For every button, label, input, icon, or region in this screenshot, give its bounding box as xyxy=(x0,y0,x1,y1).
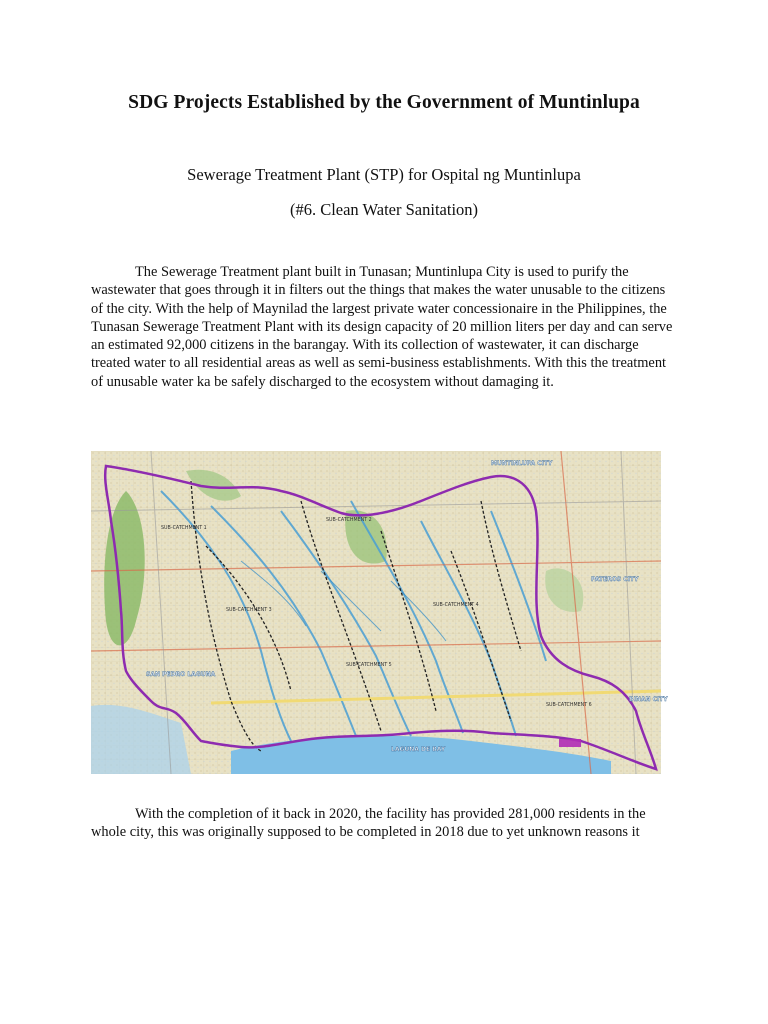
map-label-sub4: SUB-CATCHMENT 4 xyxy=(433,603,479,608)
map-label-city-right: PATEROS CITY xyxy=(591,576,639,583)
body-paragraph: The Sewerage Treatment plant built in Tunasan; Muntinlupa City is used to purify the wastewater that goes through it in filters out the things that makes the water unusable to the citizens of the city. With the help of Maynilad the largest private water concessionaire in the Philippines, the Tunasan Sewerage Treatment Plant with its design capacity of 20 million liters per day and can serve an estimated 92,000 citizens in the barangay. With its collection of wastewater, it can discharge treated water to all residential areas as well as semi-business establishments. With this the treatment of unusable water ka be safely discharged to the ecosystem without damaging it. xyxy=(91,264,673,390)
map-label-city-right2: BINAN CITY xyxy=(629,696,668,703)
map-label-sub2: SUB-CATCHMENT 2 xyxy=(326,518,372,523)
document-subtitle: Sewerage Treatment Plant (STP) for Ospital ng Muntinlupa xyxy=(187,165,581,184)
map-label-sub1: SUB-CATCHMENT 1 xyxy=(161,526,207,531)
document-title: SDG Projects Established by the Government of Muntinlupa xyxy=(128,92,640,113)
map-label-sub3: SUB-CATCHMENT 3 xyxy=(226,608,272,613)
map-label-city-top: MUNTINLUPA CITY xyxy=(491,460,553,467)
catchment-map-svg xyxy=(91,451,668,774)
map-label-laguna: LAGUNA DE BAY xyxy=(391,746,446,753)
sdg-goal-label: (#6. Clean Water Sanitation) xyxy=(289,200,479,219)
map-label-sub5: SUB-CATCHMENT 5 xyxy=(346,663,392,668)
body-paragraph-2: With the completion of it back in 2020, the facility has provided 281,000 residents in the whole city, this was originally supposed to be completed in 2018 due to yet unknown reasons it xyxy=(91,806,646,841)
map-label-san-pedro: SAN PEDRO LAGUNA xyxy=(146,671,216,678)
catchment-map-image xyxy=(91,451,668,774)
map-label-sub6: SUB-CATCHMENT 6 xyxy=(546,703,592,708)
